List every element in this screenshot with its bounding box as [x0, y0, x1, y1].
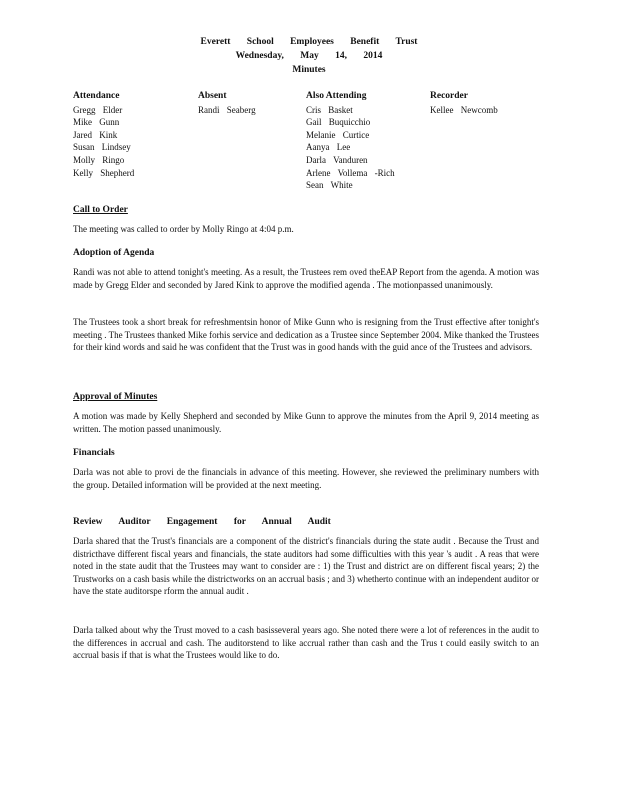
financials-heading: Financials [73, 448, 115, 458]
absent-heading: Absent [198, 91, 227, 101]
review-heading: Review Auditor Engagement for Annual Audit [73, 517, 331, 527]
absent-name: Randi Seaberg [198, 104, 256, 115]
also-attending-heading: Also Attending [306, 91, 367, 101]
approval-text: A motion was made by Kelly Shepherd and seconded by Mike Gunn to approve the minutes from the April 9, 2014 meeting as written. The motion passed unanimously. [73, 411, 539, 434]
also-attending-name: Sean White [306, 180, 353, 191]
attendee-name: Molly Ringo [73, 154, 125, 165]
approval-heading: Approval of Minutes [73, 392, 158, 402]
header-date: Wednesday, May 14, 2014 [235, 51, 383, 61]
absent-column [198, 90, 256, 116]
attendance-column [73, 90, 134, 179]
attendee-name: Susan Lindsey [73, 142, 131, 153]
adoption-paragraph-2: The Trustees took a short break for refreshmentsin honor of Mike Gunn who is resigning from the Trust effective after tonight's meeting . The Trustees thanked Mike forhis service and dedication as a Trustee since September 2004. Mike thanked the Trustees for their kind words and said he was confident that the Trust was in good hands with the guid ance of the Trustees and advisors. [73, 317, 540, 353]
also-attending-column [306, 90, 395, 192]
also-attending-name: Arlene Vollema -Rich [306, 167, 395, 178]
also-attending-name: Gail Buquicchio [306, 117, 371, 128]
attendee-name: Mike Gunn [73, 117, 120, 128]
attendee-name: Jared Kink [73, 129, 118, 140]
adoption-heading: Adoption of Agenda [73, 248, 155, 258]
call-to-order-heading: Call to Order [73, 205, 128, 215]
recorder-heading: Recorder [430, 91, 468, 101]
call-to-order-text: The meeting was called to order by Molly Ringo at 4:04 p.m. [73, 224, 294, 234]
recorder-name: Kellee Newcomb [430, 104, 498, 115]
review-paragraph-1: Darla shared that the Trust's financials are a component of the district's financials during the state audit . Because the Trust and districthave different fiscal years and financials, the state auditors had some difficulties with this year 's audit . A reas that were noted in the state audit that the Trustees may want to consider are : 1) the Trust and district are on different fiscal years; 2) the Trustworks on a cash basis while the districtworks on an accrual basis ; and 3) whetherto continue with an independent auditor or have the state auditorspe rform the annual audit . [73, 536, 539, 597]
header-minutes: Minutes [292, 65, 326, 75]
also-attending-name: Melanie Curtice [306, 129, 370, 140]
header-title: Everett School Employees Benefit Trust [200, 37, 418, 47]
attendee-name: Gregg Elder [73, 104, 123, 115]
attendee-name: Kelly Shepherd [73, 167, 135, 178]
recorder-column [430, 90, 498, 116]
also-attending-name: Aanya Lee [306, 142, 351, 153]
attendance-heading: Attendance [73, 91, 120, 101]
review-paragraph-2: Darla talked about why the Trust moved to a cash basisseveral years ago. She noted there were a lot of references in the audit to the differences in accrual and cash. The auditorstend to like accrual rather than cash and the Trus t could easily switch to an accrual basis if that is what the Trustees would like to do. [73, 625, 539, 661]
also-attending-name: Darla Vanduren [306, 154, 368, 165]
also-attending-name: Cris Basket [306, 104, 353, 115]
financials-text: Darla was not able to provi de the financials in advance of this meeting. However, she reviewed the preliminary numbers with the group. Detailed information will be provided at the next meeting. [73, 467, 539, 490]
adoption-paragraph-1: Randi was not able to attend tonight's meeting. As a result, the Trustees rem oved theEAP Report from the agenda. A motion was made by Gregg Elder and seconded by Jared Kink to approve the modified agenda . The motionpassed unanimously. [73, 267, 539, 290]
